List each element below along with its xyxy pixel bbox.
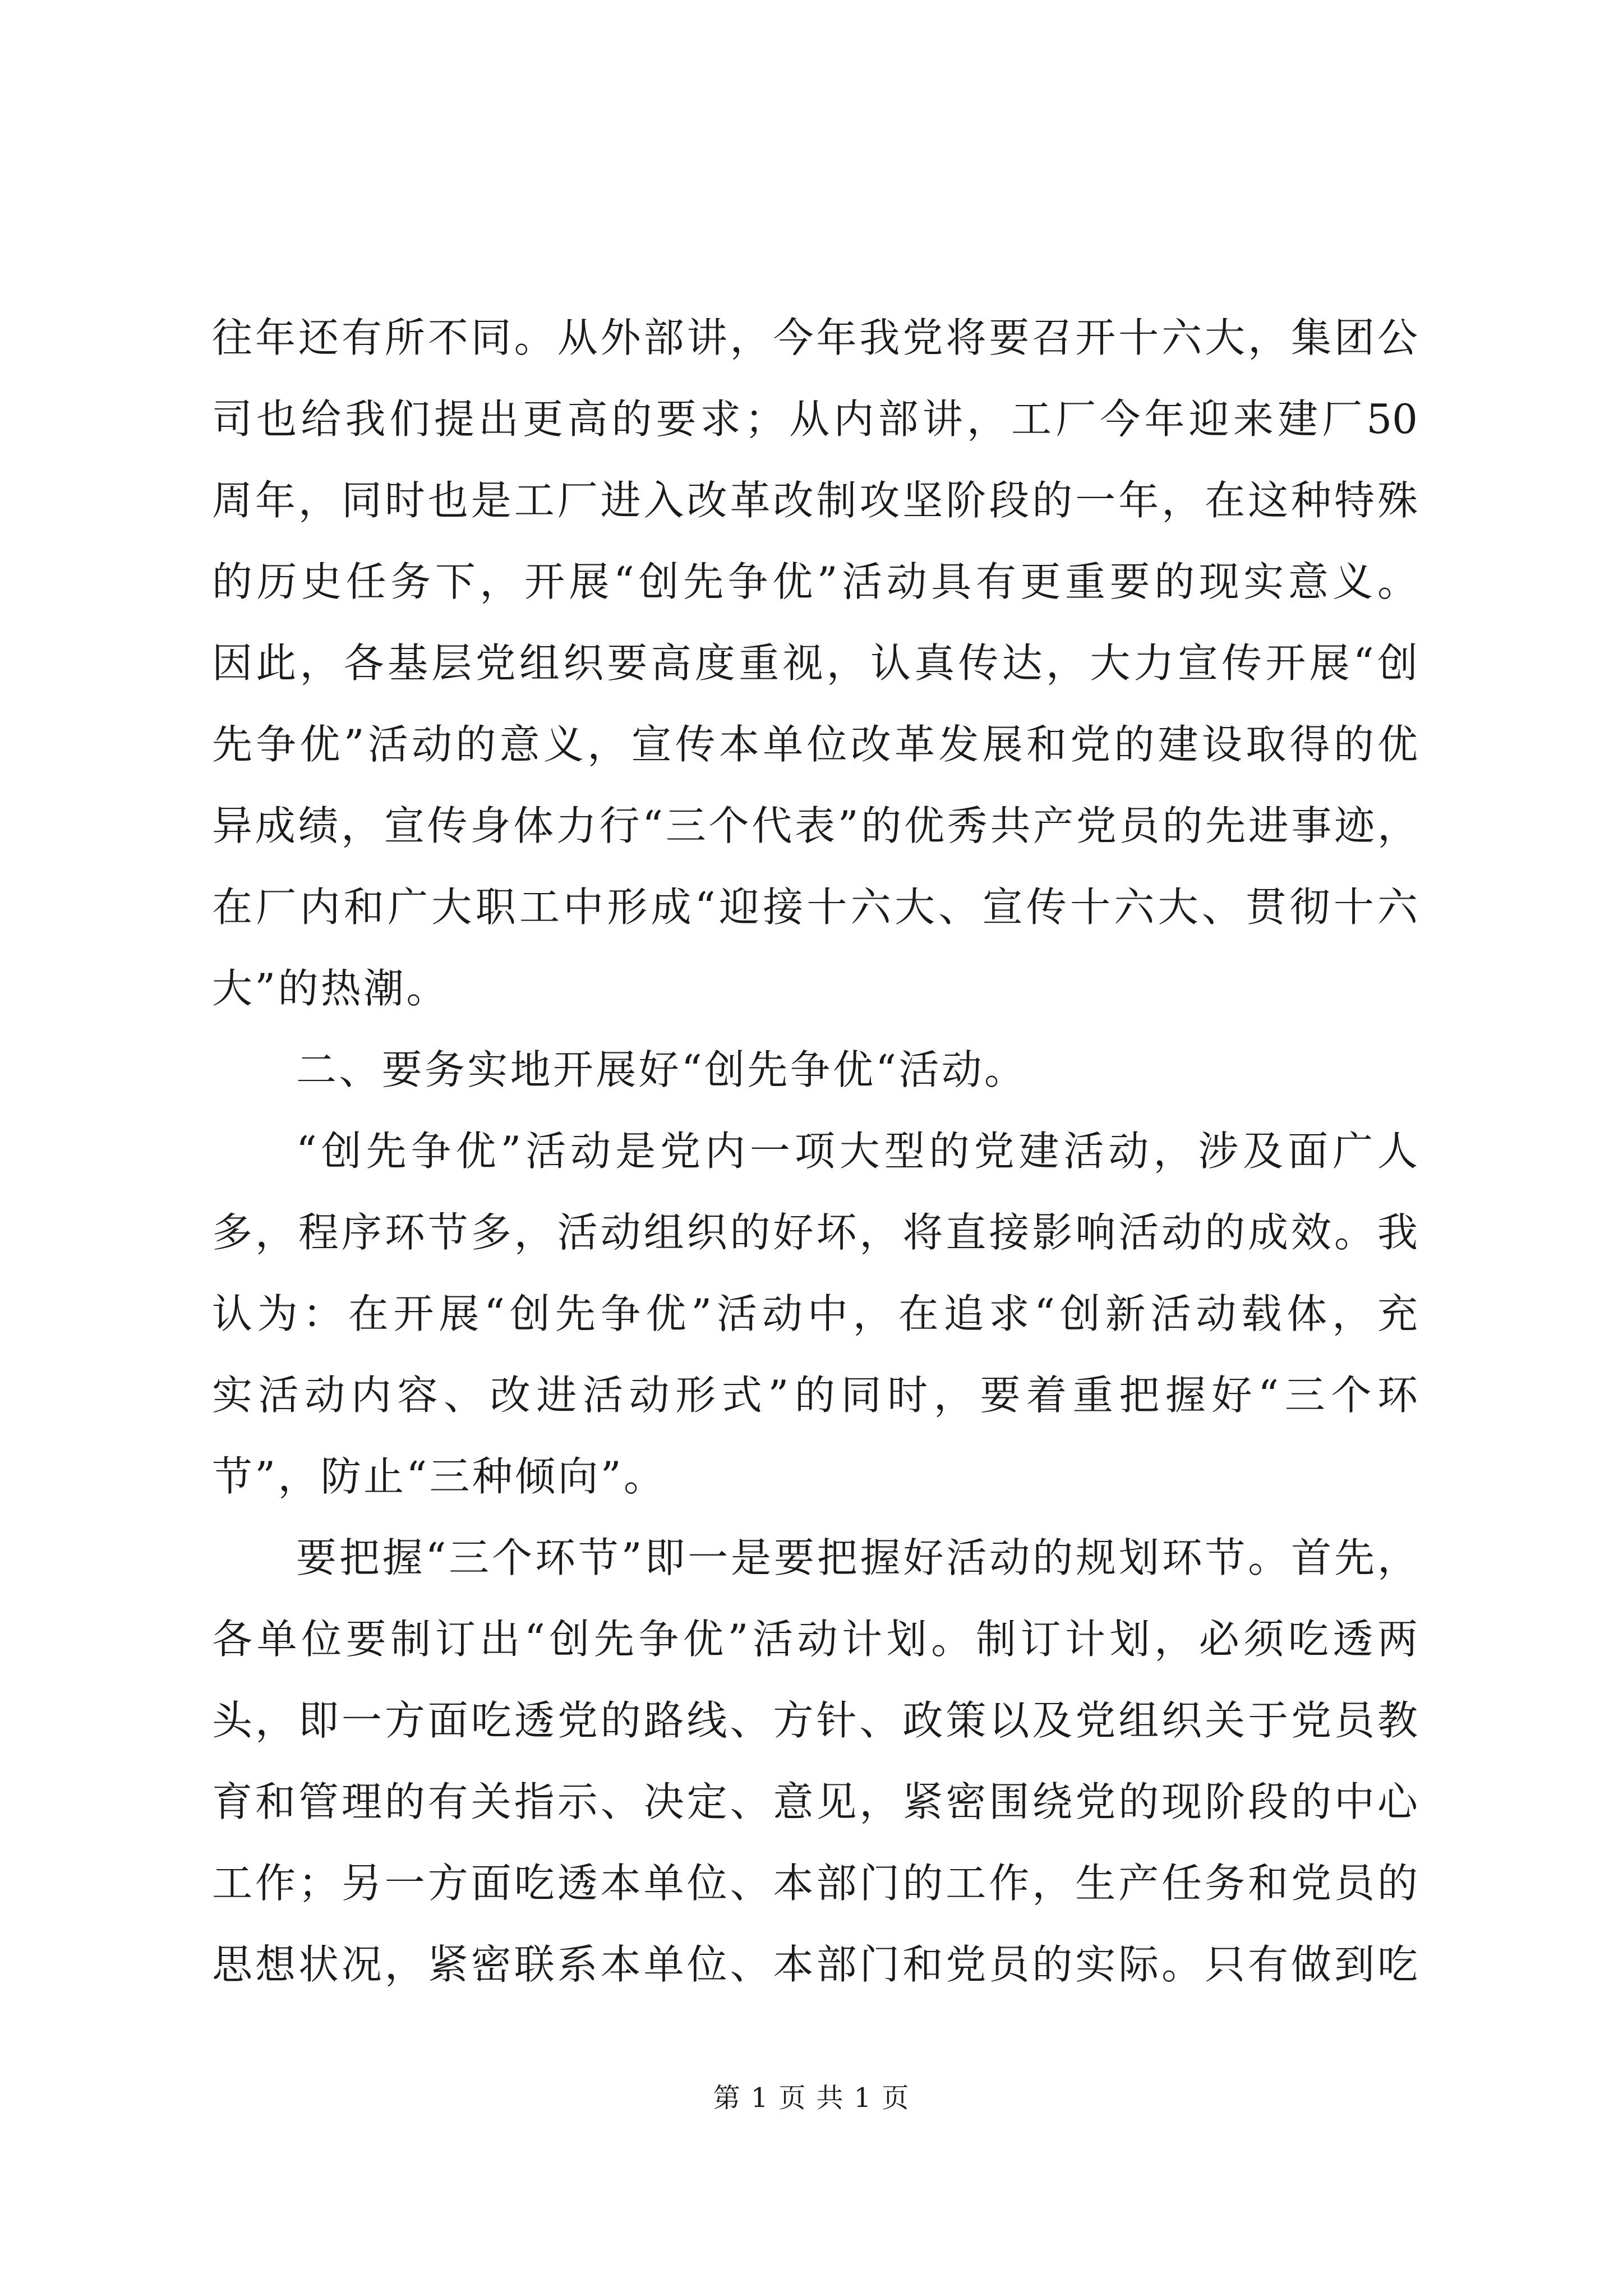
text-line: 的历史任务下，开展“创先争优”活动具有更重要的现实意义。 [212,558,1418,605]
text-line: 育和管理的有关指示、决定、意见，紧密围绕党的现阶段的中心 [212,1778,1418,1825]
document-body [212,297,1418,2005]
text-line: 工作；另一方面吃透本单位、本部门的工作，生产任务和党员的 [212,1860,1418,1907]
section-heading: 二、要务实地开展好“创先争优“活动。 [296,1046,1027,1093]
text-line: 大”的热潮。 [212,965,449,1012]
text-line: 先争优”活动的意义，宣传本单位改革发展和党的建设取得的优 [212,721,1418,768]
text-line: 实活动内容、改进活动形式”的同时，要着重把握好“三个环 [212,1372,1418,1419]
text-line: 节”，防止“三种倾向”。 [212,1453,667,1500]
text-line: 往年还有所不同。从外部讲，今年我党将要召开十六大，集团公 [212,314,1418,361]
text-line: 周年，同时也是工厂进入改革改制攻坚阶段的一年，在这种特殊 [212,477,1418,524]
text-line: 异成绩，宣传身体力行“三个代表”的优秀共产党员的先进事迹， [212,802,1418,849]
text-line: 各单位要制订出“创先争优”活动计划。制订计划，必须吃透两 [212,1616,1418,1663]
text-line: 认为：在开展“创先争优”活动中，在追求“创新活动载体，充 [212,1290,1418,1337]
text-line: 多，程序环节多，活动组织的好坏，将直接影响活动的成效。我 [212,1209,1418,1256]
text-line: 要把握“三个环节”即一是要把握好活动的规划环节。首先， [296,1534,1418,1581]
page-number: 第 1 页 共 1 页 [713,2082,910,2114]
text-line: 头，即一方面吃透党的路线、方针、政策以及党组织关于党员教 [212,1697,1418,1744]
text-line: 司也给我们提出更高的要求；从内部讲，工厂今年迎来建厂50 [212,395,1418,443]
text-line: 因此，各基层党组织要高度重视，认真传达，大力宣传开展“创 [212,639,1418,687]
text-line: “创先争优”活动是党内一项大型的党建活动，涉及面广人 [296,1128,1418,1175]
text-line: 在厂内和广大职工中形成“迎接十六大、宣传十六大、贯彻十六 [212,884,1418,931]
text-line: 思想状况，紧密联系本单位、本部门和党员的实际。只有做到吃 [212,1941,1418,1988]
